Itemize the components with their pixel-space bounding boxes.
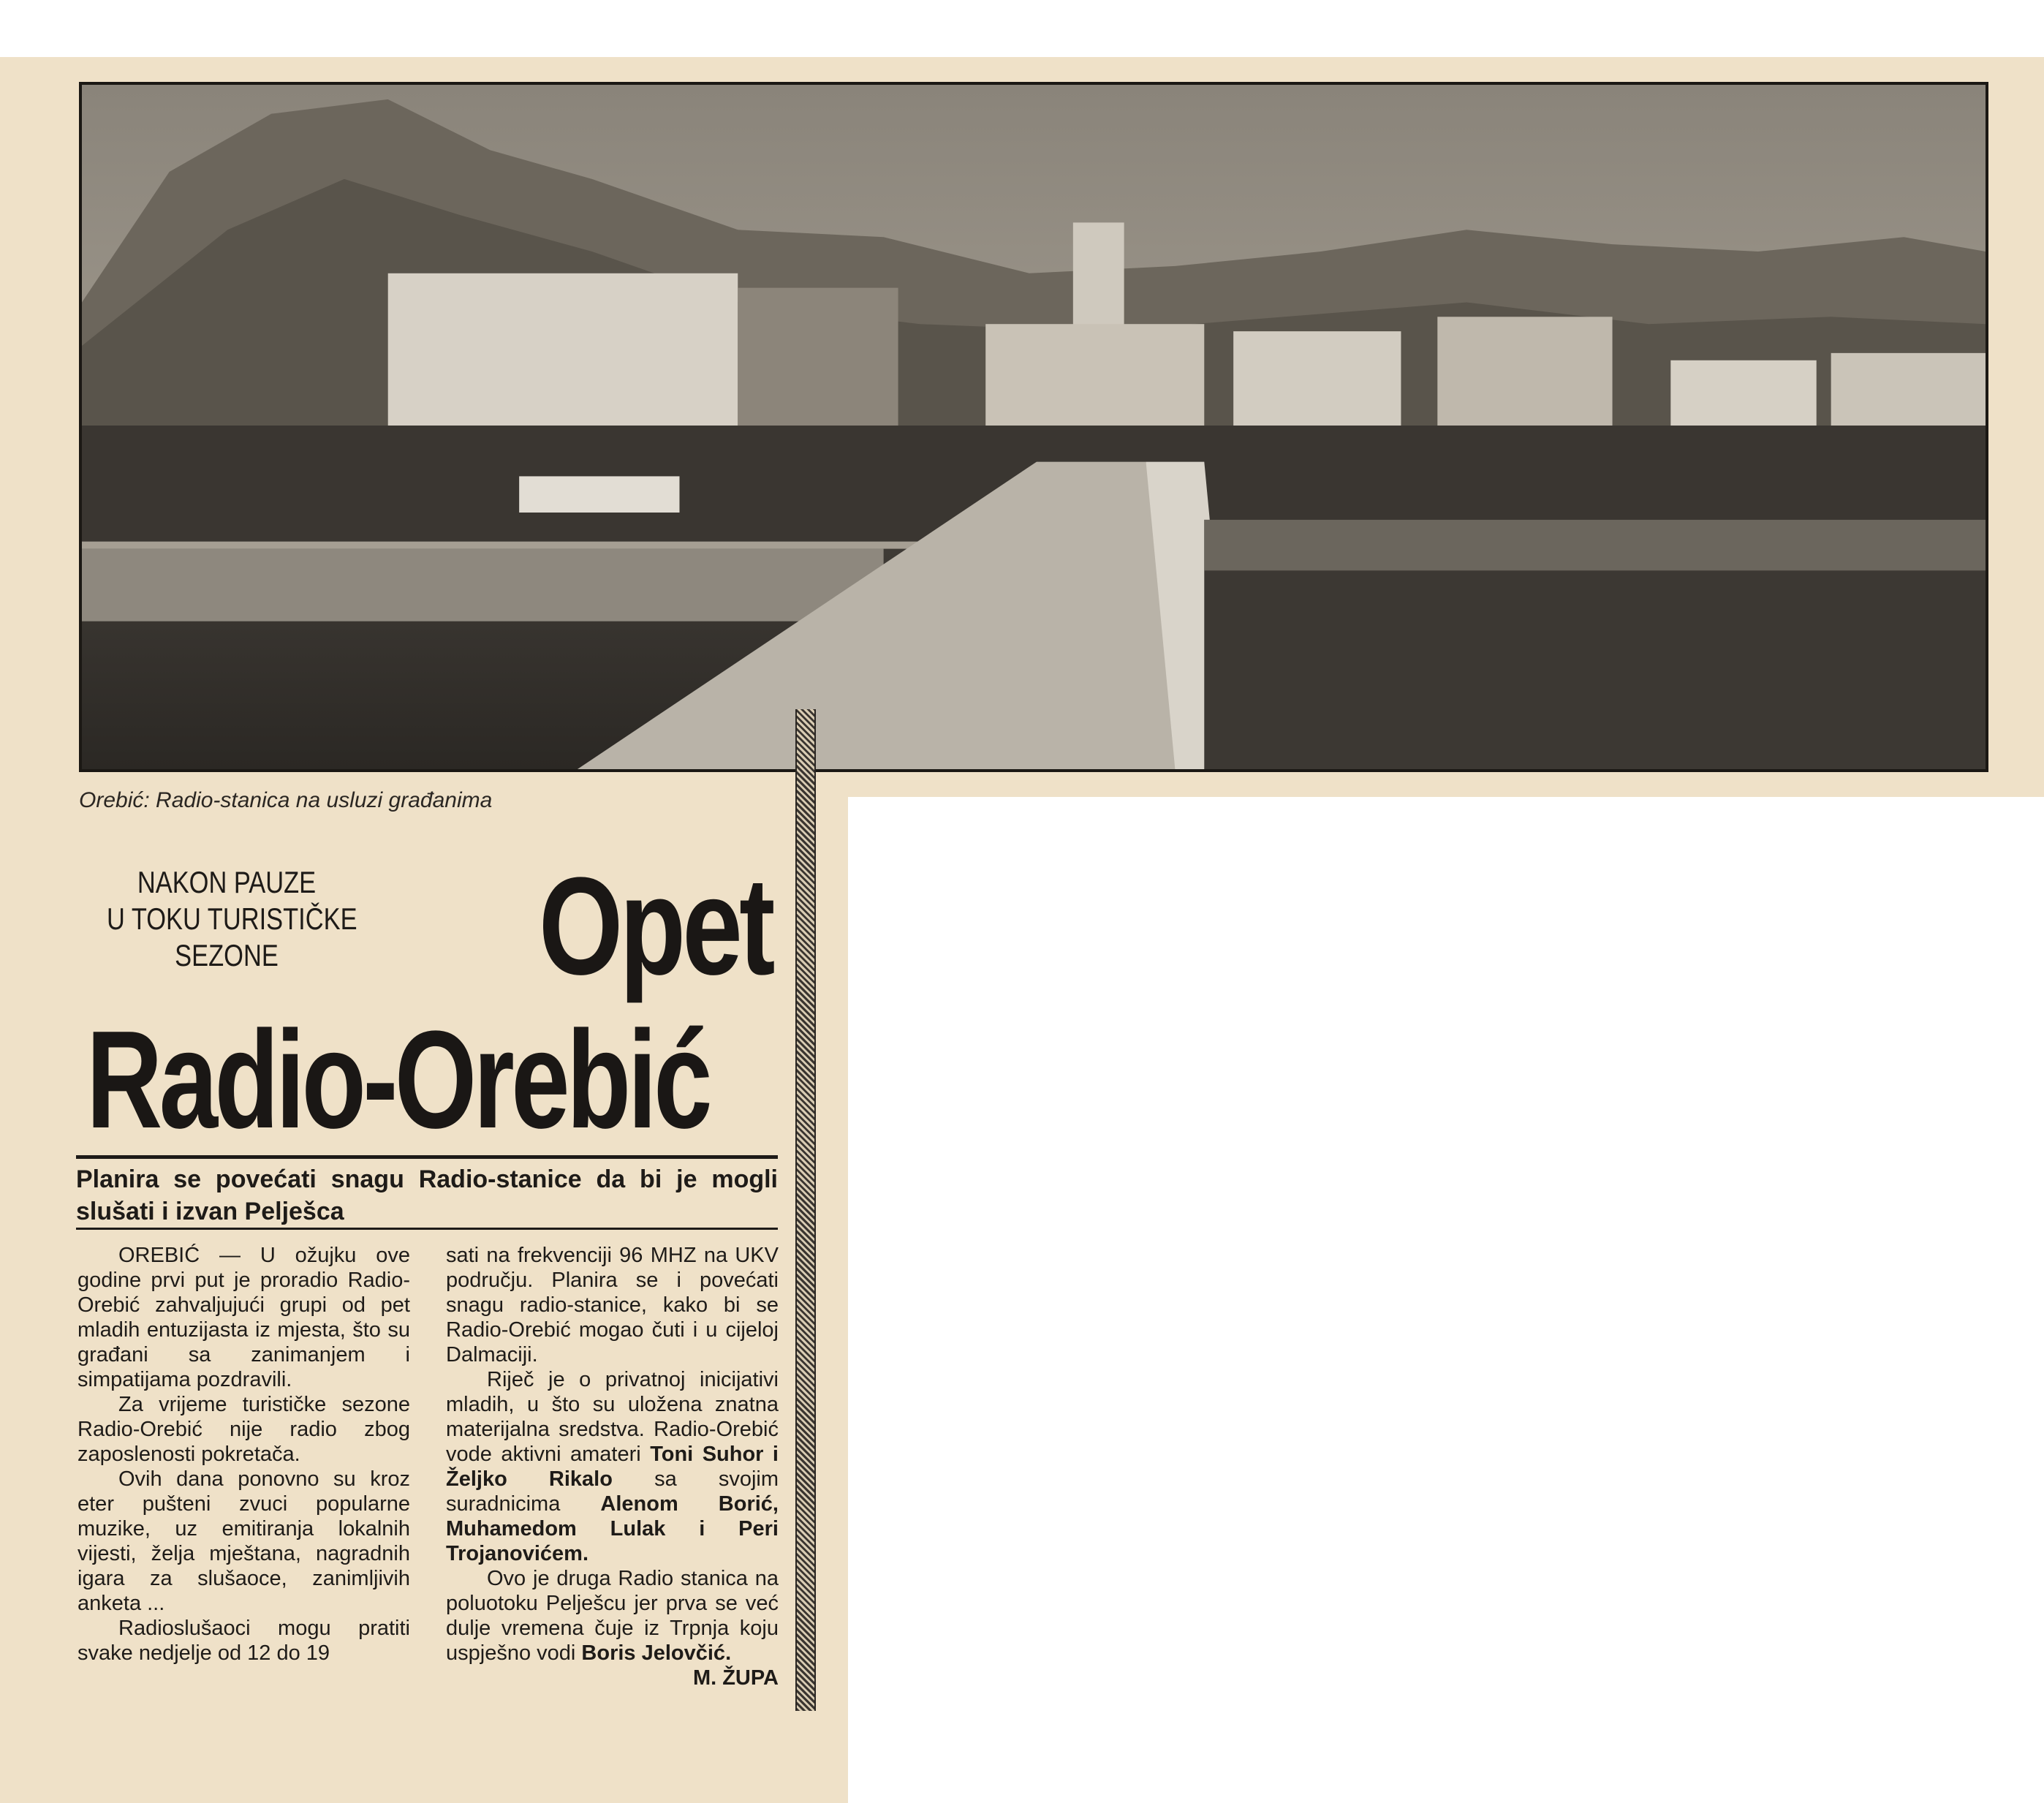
kicker-line: U TOKU TURISTIČKE <box>107 902 357 936</box>
harbor-photo <box>79 82 1988 772</box>
paragraph: OREBIĆ — U ožujku ove godine prvi put je proradio Radio-Orebić zahvaljujući grupi od pet mladih entuzijasta iz mjesta, što su građani sa zanimanjem i simpatijama pozdravili. <box>77 1244 410 1391</box>
paragraph <box>446 1566 779 1666</box>
person-names: Toni Suhor i Željko Rikalo <box>446 1443 779 1491</box>
headline-line-2: Radio-Orebić <box>86 1002 709 1157</box>
paragraph-text: Ovo je druga Radio stanica na poluotoku Pelješcu jer prva se već dulje vremena čuje iz Trpnja koju uspješno vodi <box>446 1567 779 1665</box>
article-deck <box>76 1155 778 1230</box>
byline-row <box>446 1666 779 1690</box>
paragraph <box>446 1367 779 1566</box>
decorative-column-rule <box>795 709 816 1711</box>
paragraph-text: sa svojim suradnicima <box>446 1467 779 1516</box>
article-column-left <box>77 1243 410 1666</box>
paragraph: Za vrijeme turističke sezone Radio-Orebić nije radio zbog zaposlenosti pokretača. <box>77 1393 410 1466</box>
paragraph: Ovih dana ponovno su kroz eter pušteni zvuci popularne muzike, uz emitiranja lokalnih vijesti, želja mještana, nagradnih igara za slušaoce, zanimljivih anketa ... <box>77 1467 410 1615</box>
orebic-harbor-illustration <box>82 85 1986 769</box>
person-names: Alenom Borić, Muhamedom Lulak i Peri Trojanovićem. <box>446 1492 779 1565</box>
person-name: Boris Jelovčić. <box>581 1641 732 1665</box>
article-column-right <box>446 1243 779 1690</box>
paragraph: Radioslušaoci mogu pratiti svake nedjelje od 12 do 19 <box>77 1617 410 1665</box>
kicker-line: SEZONE <box>175 938 279 972</box>
kicker-line: NAKON PAUZE <box>137 865 317 899</box>
paragraph: sati na frekvenciji 96 MHZ na UKV području. Planira se i povećati snagu radio-stanice, kako bi se Radio-Orebić mogao čuti i u cijeloj Dalmaciji. <box>446 1244 779 1367</box>
article-kicker <box>107 864 357 974</box>
paragraph-text: Riječ je o privatnoj inicijativi mladih, u što su uložena znatna materijalna sredstva. Radio-Orebić vode aktivni amateri <box>446 1368 779 1466</box>
deck-text: Planira se povećati snagu Radio-stanice da bi je mogli slušati i izvan Pelješca <box>76 1165 778 1225</box>
photo-caption: Orebić: Radio-stanica na usluzi građanima <box>79 788 493 812</box>
headline-line-1: Opet <box>539 849 772 1004</box>
byline: M. ŽUPA <box>692 1666 779 1690</box>
